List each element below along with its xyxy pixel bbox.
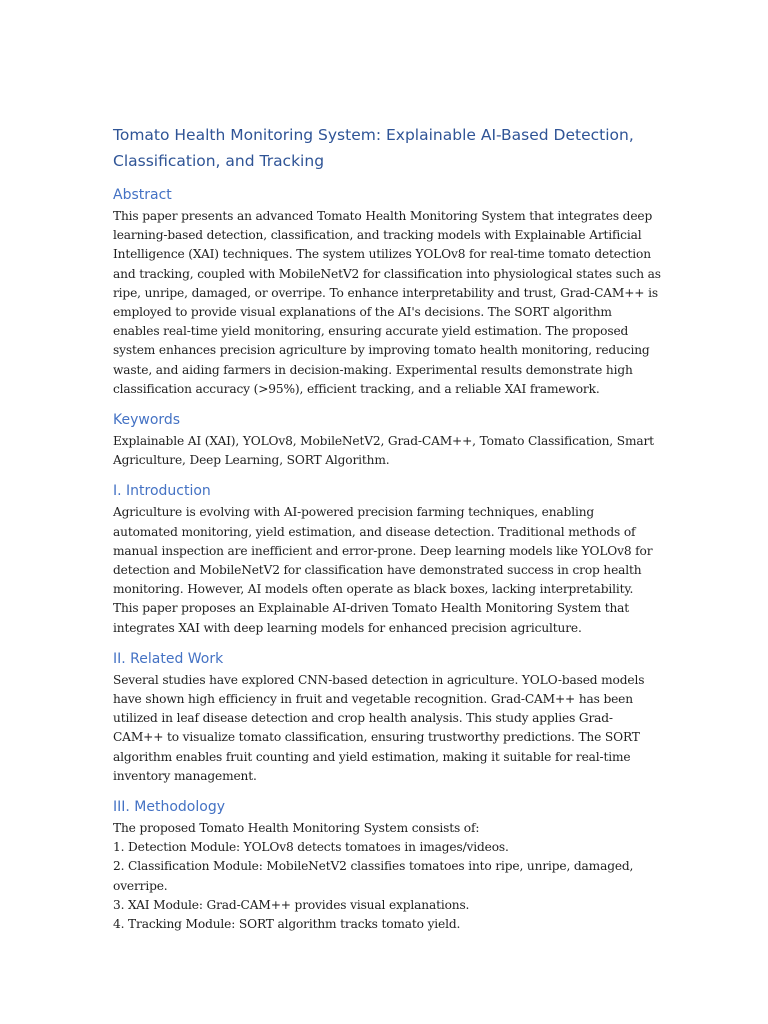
- methodology-heading: III. Methodology: [113, 799, 225, 816]
- methodology-item-classification: 2. Classification Module: MobileNetV2 classifies tomatoes into ripe, unripe, damaged, overripe.: [113, 859, 634, 893]
- related-work-heading: II. Related Work: [113, 650, 224, 667]
- methodology-intro: The proposed Tomato Health Monitoring System consists of:: [113, 821, 480, 836]
- methodology-section: [113, 796, 661, 934]
- related-work-section: [113, 648, 661, 786]
- abstract-body: This paper presents an advanced Tomato Health Monitoring System that integrates deep learning-based detection, classification, and tracking models with Explainable Artificial Intelligence (XAI) techniques. The system utilizes YOLOv8 for real-time tomato detection and tracking, coupled with MobileNetV2 for classification into physiological states such as ripe, unripe, damaged, or overripe. To enhance interpretability and trust, Grad-CAM++ is employed to provide visual explanations of the AI's decisions. The SORT algorithm enables real-time yield monitoring, ensuring accurate yield estimation. The proposed system enhances precision agriculture by improving tomato health monitoring, reducing waste, and aiding farmers in decision-making. Experimental results demonstrate high classification accuracy (>95%), efficient tracking, and a reliable XAI framework.: [113, 209, 661, 396]
- keywords-body: Explainable AI (XAI), YOLOv8, MobileNetV2, Grad-CAM++, Tomato Classification, Smart Agriculture, Deep Learning, SORT Algorithm.: [113, 434, 654, 468]
- introduction-body: Agriculture is evolving with AI-powered precision farming techniques, enabling automated monitoring, yield estimation, and disease detection. Traditional methods of manual inspection are inefficient and error-prone. Deep learning models like YOLOv8 for detection and MobileNetV2 for classification have demonstrated success in crop health monitoring. However, AI models often operate as black boxes, lacking interpretability. This paper proposes an Explainable AI-driven Tomato Health Monitoring System that integrates XAI with deep learning models for enhanced precision agriculture.: [113, 505, 653, 635]
- abstract-section: [113, 184, 661, 399]
- abstract-heading: Abstract: [113, 187, 172, 203]
- keywords-heading: Keywords: [113, 412, 181, 429]
- related-work-body: Several studies have explored CNN-based detection in agriculture. YOLO-based models have shown high efficiency in fruit and vegetable recognition. Grad-CAM++ has been utilized in leaf disease detection and crop health analysis. This study applies Grad-CAM++ to visualize tomato classification, ensuring trustworthy predictions. The SORT algorithm enables fruit counting and yield estimation, making it suitable for real-time inventory management.: [113, 672, 645, 783]
- introduction-section: [113, 480, 661, 637]
- document-page: [113, 122, 661, 934]
- methodology-item-xai: 3. XAI Module: Grad-CAM++ provides visual explanations.: [113, 897, 470, 912]
- introduction-heading: I. Introduction: [113, 483, 211, 500]
- methodology-item-detection: 1. Detection Module: YOLOv8 detects tomatoes in images/videos.: [113, 840, 509, 855]
- paper-title: Tomato Health Monitoring System: Explainable AI-Based Detection, Classification, and Tracking: [113, 126, 634, 170]
- keywords-section: [113, 409, 661, 470]
- methodology-item-tracking: 4. Tracking Module: SORT algorithm tracks tomato yield.: [113, 917, 461, 932]
